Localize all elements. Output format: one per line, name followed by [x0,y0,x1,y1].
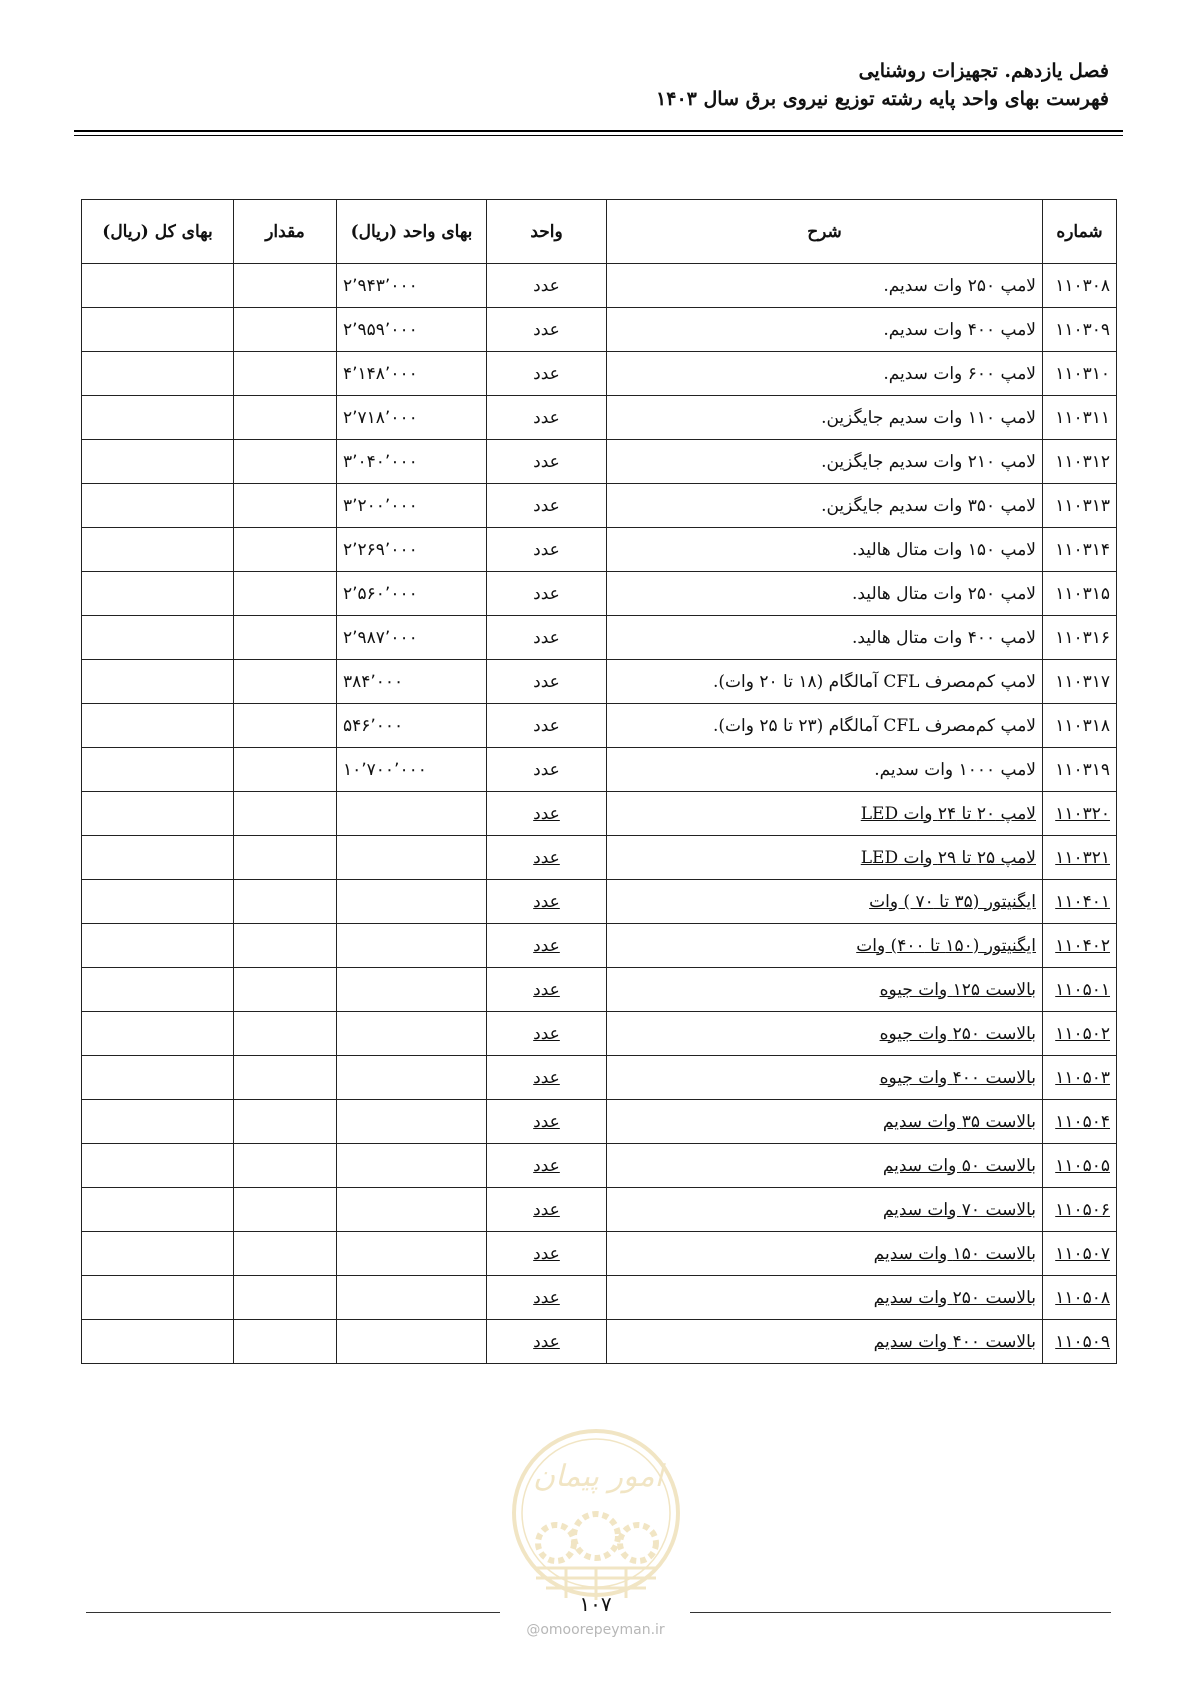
row-number [1043,836,1117,880]
header-unit-price: بهای واحد (ریال) [337,200,487,264]
watermark-text: امور پیمان [533,1459,663,1494]
row-total-price [82,836,234,880]
row-quantity [234,660,337,704]
row-number [1043,572,1117,616]
table-row [82,352,1117,396]
row-total-price [82,1188,234,1232]
price-table [81,199,1117,1364]
row-total-price [82,924,234,968]
table-row [82,704,1117,748]
row-description [607,484,1043,528]
row-description [607,748,1043,792]
row-quantity [234,572,337,616]
row-quantity [234,352,337,396]
row-unit [487,352,607,396]
row-unit-price [337,792,487,836]
row-description [607,396,1043,440]
row-description-text: لامپ ۲۱۰ وات سدیم جایگزین. [821,451,1036,472]
row-number-text: ۱۱۰۳۱۳ [1055,495,1110,516]
table-row [82,792,1117,836]
row-unit-text: عدد [533,627,560,648]
row-total-price [82,1276,234,1320]
table-row [82,616,1117,660]
row-unit [487,880,607,924]
row-total-price [82,704,234,748]
row-unit-text: عدد [533,1067,560,1088]
row-description [607,836,1043,880]
row-number [1043,1056,1117,1100]
row-description-text: بالاست ۵۰ وات سدیم [882,1155,1036,1176]
row-number [1043,616,1117,660]
row-quantity [234,616,337,660]
row-unit-price [337,572,487,616]
row-description-text: بالاست ۷۰ وات سدیم [882,1199,1036,1220]
row-unit [487,308,607,352]
row-total-price [82,660,234,704]
row-description [607,792,1043,836]
row-unit-price-text: ۱۰٬۷۰۰٬۰۰۰ [343,759,427,780]
table-header-row [82,200,1117,264]
row-quantity [234,968,337,1012]
row-unit-price [337,704,487,748]
header-quantity: مقدار [234,200,337,264]
row-number-text: ۱۱۰۵۰۵ [1055,1155,1110,1176]
row-description-text: بالاست ۲۵۰ وات جیوه [879,1023,1036,1044]
row-number-text: ۱۱۰۵۰۷ [1055,1243,1110,1264]
row-unit-price [337,1188,487,1232]
row-quantity [234,880,337,924]
row-unit [487,1232,607,1276]
row-unit [487,836,607,880]
row-total-price [82,1144,234,1188]
row-unit [487,264,607,308]
row-number-text: ۱۱۰۳۰۹ [1055,319,1110,340]
row-quantity [234,440,337,484]
row-description-text: بالاست ۴۰۰ وات جیوه [879,1067,1036,1088]
row-quantity [234,924,337,968]
chapter-title: فصل یازدهم. تجهیزات روشنایی [858,60,1109,82]
table-row [82,1056,1117,1100]
row-quantity [234,1320,337,1364]
row-unit-price [337,1144,487,1188]
row-unit-price [337,880,487,924]
row-quantity [234,1144,337,1188]
row-description-text: ایگنیتور (۱۵۰ تا ۴۰۰) وات [856,935,1036,956]
row-total-price [82,1012,234,1056]
row-unit [487,616,607,660]
row-unit-price-text: ۲٬۹۵۹٬۰۰۰ [343,319,418,340]
row-description-text: لامپ ۴۰۰ وات متال هالید. [851,627,1036,648]
row-number-text: ۱۱۰۳۱۰ [1055,363,1110,384]
row-unit [487,440,607,484]
row-description [607,528,1043,572]
row-unit-text: عدد [533,539,560,560]
row-unit-price [337,396,487,440]
row-quantity [234,1100,337,1144]
row-total-price [82,616,234,660]
row-number-text: ۱۱۰۵۰۸ [1055,1287,1110,1308]
row-description [607,704,1043,748]
row-total-price [82,1232,234,1276]
row-description-text: لامپ کم‌مصرف CFL آمالگام (۲۳ تا ۲۵ وات). [712,715,1036,736]
header-rule-thin [74,135,1123,136]
table-row [82,660,1117,704]
row-number-text: ۱۱۰۳۱۶ [1055,627,1110,648]
row-description [607,968,1043,1012]
row-unit-price [337,1276,487,1320]
table-row [82,484,1117,528]
row-unit-text: عدد [533,671,560,692]
row-description [607,1188,1043,1232]
row-number [1043,1012,1117,1056]
row-unit-price [337,1012,487,1056]
row-total-price [82,440,234,484]
row-number [1043,1144,1117,1188]
row-number [1043,440,1117,484]
row-number-text: ۱۱۰۵۰۳ [1055,1067,1110,1088]
row-description [607,308,1043,352]
row-description [607,1276,1043,1320]
row-unit-text: عدد [533,1155,560,1176]
row-unit [487,1144,607,1188]
row-number [1043,1188,1117,1232]
row-unit-text: عدد [533,1331,560,1352]
row-unit-text: عدد [533,1199,560,1220]
footer-rule-left [86,1612,500,1613]
row-description [607,352,1043,396]
header-number: شماره [1043,200,1117,264]
row-description [607,1144,1043,1188]
row-number-text: ۱۱۰۵۰۱ [1055,979,1110,1000]
row-unit-price-text: ۳٬۲۰۰٬۰۰۰ [343,495,418,516]
row-unit-price-text: ۲٬۷۱۸٬۰۰۰ [343,407,418,428]
row-unit-price [337,836,487,880]
row-quantity [234,836,337,880]
row-quantity [234,792,337,836]
row-number [1043,308,1117,352]
list-title: فهرست بهای واحد پایه رشته توزیع نیروی برق سال ۱۴۰۳ [656,88,1109,110]
header-total-price: بهای کل (ریال) [82,200,234,264]
row-unit [487,1320,607,1364]
row-number-text: ۱۱۰۳۱۹ [1055,759,1110,780]
row-unit-price [337,1232,487,1276]
row-description-text: بالاست ۱۵۰ وات سدیم [873,1243,1036,1264]
row-unit-price-text: ۴٬۱۴۸٬۰۰۰ [343,363,418,384]
row-quantity [234,264,337,308]
row-number-text: ۱۱۰۴۰۲ [1055,935,1110,956]
table-row [82,1276,1117,1320]
page-header [74,58,1109,114]
row-description-text: لامپ ۱۱۰ وات سدیم جایگزین. [821,407,1036,428]
row-unit [487,572,607,616]
table-row [82,308,1117,352]
row-unit-text: عدد [533,1287,560,1308]
row-number [1043,660,1117,704]
row-total-price [82,1056,234,1100]
row-description-text: لامپ ۲۵۰ وات سدیم. [883,275,1036,296]
row-unit-price-text: ۲٬۹۸۷٬۰۰۰ [343,627,418,648]
row-unit-text: عدد [533,583,560,604]
table-row [82,1012,1117,1056]
row-unit-price [337,352,487,396]
row-number [1043,880,1117,924]
table-body [82,264,1117,1364]
table-row [82,1188,1117,1232]
row-unit [487,924,607,968]
row-unit-text: عدد [533,1023,560,1044]
table-row [82,1320,1117,1364]
row-description-text: بالاست ۳۵ وات سدیم [882,1111,1036,1132]
row-unit [487,1012,607,1056]
row-description [607,1056,1043,1100]
row-description-text: لامپ ۲۵ تا ۲۹ وات LED [860,847,1036,868]
row-unit-price-text: ۲٬۵۶۰٬۰۰۰ [343,583,418,604]
row-number-text: ۱۱۰۳۰۸ [1055,275,1110,296]
row-unit-price [337,1320,487,1364]
row-number [1043,352,1117,396]
row-number-text: ۱۱۰۳۲۰ [1055,803,1110,824]
row-number-text: ۱۱۰۵۰۴ [1055,1111,1110,1132]
row-number-text: ۱۱۰۳۱۲ [1055,451,1110,472]
table-row [82,572,1117,616]
row-unit-text: عدد [533,935,560,956]
header-rule-thick [74,130,1123,132]
row-unit-price [337,748,487,792]
row-number [1043,748,1117,792]
row-number-text: ۱۱۰۳۱۴ [1055,539,1110,560]
row-unit-price [337,1100,487,1144]
table-row [82,396,1117,440]
row-number-text: ۱۱۰۳۱۸ [1055,715,1110,736]
row-total-price [82,528,234,572]
table-row [82,440,1117,484]
row-description-text: لامپ ۳۵۰ وات سدیم جایگزین. [821,495,1036,516]
table-row [82,924,1117,968]
website-link[interactable]: @omoorepeyman.ir [526,1622,665,1638]
row-number [1043,264,1117,308]
row-description-text: لامپ ۲۵۰ وات متال هالید. [851,583,1036,604]
row-unit-price [337,968,487,1012]
row-number [1043,1232,1117,1276]
row-quantity [234,748,337,792]
row-unit-text: عدد [533,407,560,428]
row-quantity [234,1188,337,1232]
table-row [82,264,1117,308]
row-number-text: ۱۱۰۵۰۶ [1055,1199,1110,1220]
row-number [1043,484,1117,528]
row-number-text: ۱۱۰۵۰۲ [1055,1023,1110,1044]
table-row [82,836,1117,880]
row-unit-price [337,924,487,968]
row-unit-text: عدد [533,1243,560,1264]
row-unit-text: عدد [533,715,560,736]
row-description-text: بالاست ۱۲۵ وات جیوه [879,979,1036,1000]
row-unit [487,1100,607,1144]
row-unit [487,528,607,572]
row-quantity [234,1232,337,1276]
row-number-text: ۱۱۰۴۰۱ [1055,891,1110,912]
row-number [1043,1100,1117,1144]
row-description [607,1100,1043,1144]
row-total-price [82,1320,234,1364]
row-description-text: لامپ ۴۰۰ وات سدیم. [883,319,1036,340]
row-unit-text: عدد [533,363,560,384]
row-number-text: ۱۱۰۳۱۵ [1055,583,1110,604]
row-unit [487,792,607,836]
header-unit: واحد [487,200,607,264]
row-total-price [82,264,234,308]
row-unit-price-text: ۵۴۶٬۰۰۰ [343,715,404,736]
row-unit-text: عدد [533,495,560,516]
table-row [82,748,1117,792]
row-unit-text: عدد [533,275,560,296]
row-unit [487,748,607,792]
row-unit-price-text: ۳٬۰۴۰٬۰۰۰ [343,451,418,472]
row-description-text: ایگنیتور (۳۵ تا ۷۰ ) وات [869,891,1036,912]
row-description [607,1320,1043,1364]
row-description [607,440,1043,484]
row-total-price [82,484,234,528]
row-unit-text: عدد [533,979,560,1000]
row-total-price [82,352,234,396]
row-total-price [82,396,234,440]
row-unit-text: عدد [533,891,560,912]
row-unit [487,484,607,528]
row-unit [487,968,607,1012]
page-number: ۱۰۷ [579,1592,612,1616]
table-row [82,1232,1117,1276]
row-number-text: ۱۱۰۵۰۹ [1055,1331,1110,1352]
row-description [607,924,1043,968]
row-description-text: لامپ ۱۵۰ وات متال هالید. [851,539,1036,560]
row-number [1043,528,1117,572]
row-description-text: لامپ کم‌مصرف CFL آمالگام (۱۸ تا ۲۰ وات). [712,671,1036,692]
row-number [1043,704,1117,748]
row-number [1043,924,1117,968]
row-quantity [234,528,337,572]
table-row [82,1100,1117,1144]
footer-rule-right [690,1612,1111,1613]
watermark-logo [506,1418,686,1618]
row-unit-price-text: ۲٬۲۶۹٬۰۰۰ [343,539,418,560]
row-description-text: لامپ ۱۰۰۰ وات سدیم. [874,759,1036,780]
row-unit [487,1188,607,1232]
row-quantity [234,396,337,440]
row-unit-text: عدد [533,319,560,340]
row-quantity [234,1056,337,1100]
row-total-price [82,1100,234,1144]
row-unit [487,660,607,704]
row-quantity [234,484,337,528]
row-number [1043,396,1117,440]
row-description [607,616,1043,660]
row-number [1043,968,1117,1012]
row-quantity [234,1276,337,1320]
row-total-price [82,308,234,352]
table-row [82,880,1117,924]
row-unit-price [337,484,487,528]
row-number [1043,1320,1117,1364]
row-quantity [234,704,337,748]
row-number-text: ۱۱۰۳۱۷ [1055,671,1110,692]
row-unit-price-text: ۲٬۹۴۳٬۰۰۰ [343,275,418,296]
table-row [82,1144,1117,1188]
table-row [82,968,1117,1012]
row-unit-text: عدد [533,759,560,780]
row-unit-text: عدد [533,847,560,868]
row-quantity [234,308,337,352]
row-description-text: بالاست ۲۵۰ وات سدیم [873,1287,1036,1308]
row-unit [487,396,607,440]
table-row [82,528,1117,572]
row-unit-price-text: ۳۸۴٬۰۰۰ [343,671,404,692]
row-unit-price [337,264,487,308]
row-total-price [82,572,234,616]
row-description [607,1232,1043,1276]
row-description [607,660,1043,704]
row-unit [487,1276,607,1320]
row-unit [487,1056,607,1100]
row-unit-price [337,1056,487,1100]
row-unit [487,704,607,748]
row-unit-text: عدد [533,451,560,472]
row-description [607,572,1043,616]
row-total-price [82,968,234,1012]
row-number [1043,792,1117,836]
row-total-price [82,880,234,924]
row-description-text: بالاست ۴۰۰ وات سدیم [873,1331,1036,1352]
row-quantity [234,1012,337,1056]
row-description [607,1012,1043,1056]
row-unit-price [337,440,487,484]
row-description-text: لامپ ۲۰ تا ۲۴ وات LED [860,803,1036,824]
row-total-price [82,748,234,792]
row-description [607,880,1043,924]
row-number [1043,1276,1117,1320]
row-number-text: ۱۱۰۳۱۱ [1055,407,1110,428]
row-unit-price [337,528,487,572]
row-number-text: ۱۱۰۳۲۱ [1055,847,1110,868]
row-unit-price [337,308,487,352]
row-description [607,264,1043,308]
row-total-price [82,792,234,836]
row-unit-price [337,616,487,660]
row-description-text: لامپ ۶۰۰ وات سدیم. [883,363,1036,384]
row-unit-price [337,660,487,704]
row-unit-text: عدد [533,803,560,824]
header-description: شرح [607,200,1043,264]
row-unit-text: عدد [533,1111,560,1132]
